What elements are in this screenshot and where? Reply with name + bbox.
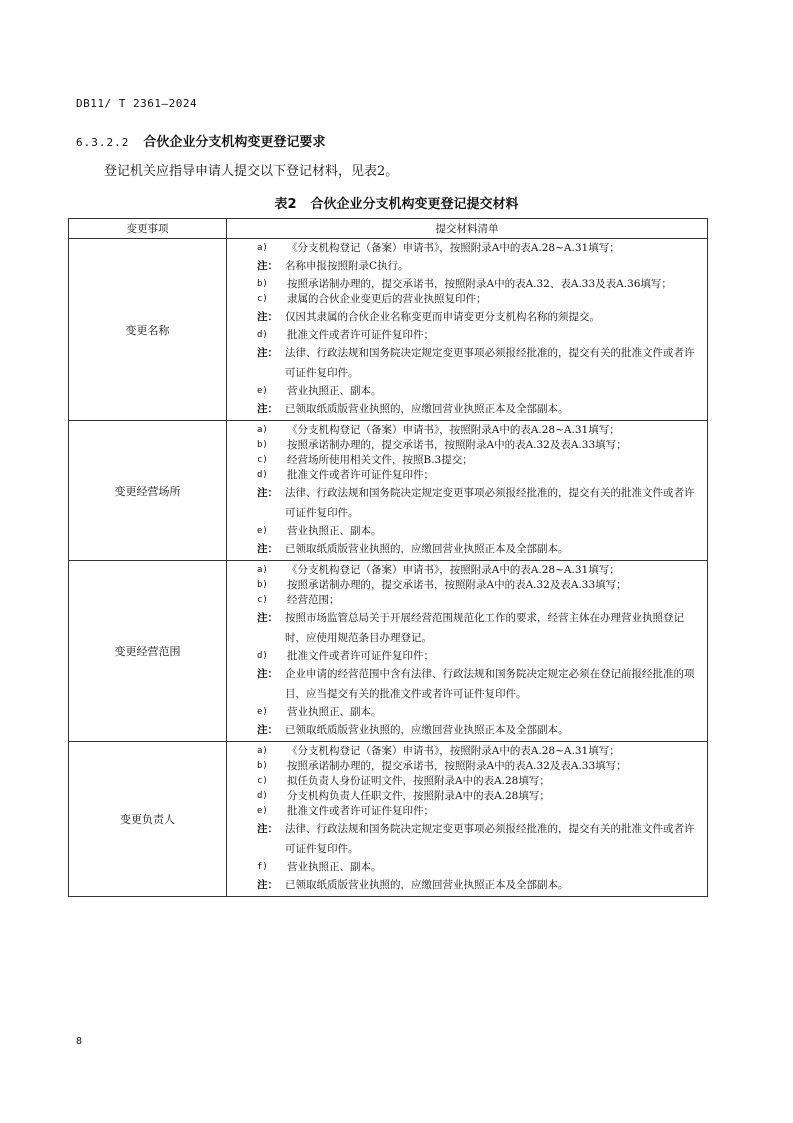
item-marker: d) bbox=[257, 651, 268, 661]
note-item bbox=[257, 483, 703, 523]
item-marker: b) bbox=[257, 580, 268, 590]
note-marker: 注： bbox=[257, 311, 278, 323]
note-marker: 注： bbox=[257, 543, 278, 555]
list-item bbox=[257, 789, 703, 803]
change-category: 变更经营场所 bbox=[69, 421, 227, 561]
note-item bbox=[257, 608, 703, 648]
item-text: 营业执照正、副本。 bbox=[287, 385, 382, 397]
item-text: 批准文件或者许可证件复印件； bbox=[287, 469, 434, 481]
item-marker: e) bbox=[257, 386, 268, 396]
list-item bbox=[257, 774, 703, 788]
item-marker: c) bbox=[257, 595, 268, 605]
note-text: 按照市场监管总局关于开展经营范围规范化工作的要求，经营主体在办理营业执照登记时，应使用规范条目办理登记。 bbox=[285, 612, 684, 644]
item-text: 按照承诺制办理的，提交承诺书，按照附录A中的表A.32及表A.33填写； bbox=[287, 760, 627, 772]
note-text: 已领取纸质版营业执照的，应缴回营业执照正本及全部副本。 bbox=[285, 403, 569, 415]
note-item bbox=[257, 875, 703, 895]
item-marker: a) bbox=[257, 565, 268, 575]
note-marker: 注： bbox=[257, 612, 278, 624]
note-text: 法律、行政法规和国务院决定规定变更事项必须报经批准的，提交有关的批准文件或者许可证件复印件。 bbox=[285, 347, 695, 379]
item-marker: c) bbox=[257, 455, 268, 465]
note-marker: 注： bbox=[257, 879, 278, 891]
note-text: 已领取纸质版营业执照的，应缴回营业执照正本及全部副本。 bbox=[285, 543, 569, 555]
list-item bbox=[257, 705, 703, 719]
materials-cell bbox=[227, 561, 708, 742]
item-text: 经营范围； bbox=[287, 594, 340, 606]
document-code: DB11/ T 2361—2024 bbox=[76, 97, 198, 110]
list-item bbox=[257, 744, 703, 758]
note-item bbox=[257, 664, 703, 704]
table-title: 合伙企业分支机构变更登记提交材料 bbox=[310, 197, 519, 212]
list-item bbox=[257, 860, 703, 874]
item-text: 隶属的合伙企业变更后的营业执照复印件； bbox=[287, 293, 487, 305]
item-marker: d) bbox=[257, 791, 268, 801]
item-marker: e) bbox=[257, 707, 268, 717]
item-text: 批准文件或者许可证件复印件； bbox=[287, 329, 434, 341]
list-item bbox=[257, 524, 703, 538]
table-row bbox=[69, 742, 708, 897]
item-text: 营业执照正、副本。 bbox=[287, 861, 382, 873]
item-marker: c) bbox=[257, 776, 268, 786]
list-item bbox=[257, 759, 703, 773]
note-text: 已领取纸质版营业执照的，应缴回营业执照正本及全部副本。 bbox=[285, 724, 569, 736]
item-text: 《分支机构登记（备案）申请书》，按照附录A中的表A.28~A.31填写； bbox=[287, 242, 620, 254]
change-category: 变更负责人 bbox=[69, 742, 227, 897]
note-marker: 注： bbox=[257, 724, 278, 736]
change-category: 变更经营范围 bbox=[69, 561, 227, 742]
note-text: 企业申请的经营范围中含有法律、行政法规和国务院决定规定必须在登记前报经批准的项目，应当提交有关的批准文件或者许可证件复印件。 bbox=[285, 668, 695, 700]
list-item bbox=[257, 292, 703, 306]
note-item bbox=[257, 256, 703, 276]
note-text: 仅因其隶属的合伙企业名称变更而申请变更分支机构名称的须提交。 bbox=[285, 311, 600, 323]
item-text: 按照承诺制办理的，提交承诺书，按照附录A中的表A.32及表A.33填写； bbox=[287, 579, 627, 591]
item-marker: a) bbox=[257, 746, 268, 756]
table-label: 表2 bbox=[274, 197, 297, 212]
note-marker: 注： bbox=[257, 260, 278, 272]
item-marker: d) bbox=[257, 330, 268, 340]
note-text: 名称申报按照附录C执行。 bbox=[285, 260, 409, 272]
item-text: 经营场所使用相关文件，按照B.3提交； bbox=[287, 454, 473, 466]
note-item bbox=[257, 399, 703, 419]
note-item bbox=[257, 307, 703, 327]
materials-cell bbox=[227, 742, 708, 897]
materials-cell bbox=[227, 421, 708, 561]
item-text: 《分支机构登记（备案）申请书》，按照附录A中的表A.28~A.31填写； bbox=[287, 745, 620, 757]
item-text: 按照承诺制办理的，提交承诺书，按照附录A中的表A.32及表A.33填写； bbox=[287, 439, 627, 451]
list-item bbox=[257, 563, 703, 577]
materials-list bbox=[227, 561, 707, 741]
note-marker: 注： bbox=[257, 823, 278, 835]
list-item bbox=[257, 804, 703, 818]
table-row bbox=[69, 561, 708, 742]
materials-table bbox=[68, 218, 708, 897]
note-text: 已领取纸质版营业执照的，应缴回营业执照正本及全部副本。 bbox=[285, 879, 569, 891]
table-caption bbox=[0, 193, 793, 212]
list-item bbox=[257, 468, 703, 482]
item-text: 分支机构负责人任职文件，按照附录A中的表A.28填写； bbox=[287, 790, 550, 802]
note-text: 法律、行政法规和国务院决定规定变更事项必须报经批准的，提交有关的批准文件或者许可证件复印件。 bbox=[285, 487, 695, 519]
note-marker: 注： bbox=[257, 668, 278, 680]
list-item bbox=[257, 578, 703, 592]
note-item bbox=[257, 819, 703, 859]
table-row bbox=[69, 239, 708, 421]
item-text: 营业执照正、副本。 bbox=[287, 525, 382, 537]
materials-cell bbox=[227, 239, 708, 421]
item-text: 批准文件或者许可证件复印件； bbox=[287, 650, 434, 662]
header-change-item: 变更事项 bbox=[69, 219, 227, 239]
section-number: 6.3.2.2 bbox=[76, 136, 130, 149]
note-text: 法律、行政法规和国务院决定规定变更事项必须报经批准的，提交有关的批准文件或者许可证件复印件。 bbox=[285, 823, 695, 855]
section-heading bbox=[76, 131, 325, 150]
item-text: 《分支机构登记（备案）申请书》，按照附录A中的表A.28~A.31填写； bbox=[287, 424, 620, 436]
item-marker: e) bbox=[257, 806, 268, 816]
item-marker: b) bbox=[257, 440, 268, 450]
list-item bbox=[257, 423, 703, 437]
page-number: 8 bbox=[76, 1036, 83, 1047]
list-item bbox=[257, 593, 703, 607]
item-marker: a) bbox=[257, 243, 268, 253]
item-marker: e) bbox=[257, 526, 268, 536]
list-item bbox=[257, 649, 703, 663]
note-marker: 注： bbox=[257, 347, 278, 359]
item-text: 按照承诺制办理的，提交承诺书，按照附录A中的表A.32、表A.33及表A.36填写； bbox=[287, 278, 672, 290]
item-text: 营业执照正、副本。 bbox=[287, 706, 382, 718]
note-marker: 注： bbox=[257, 403, 278, 415]
list-item bbox=[257, 328, 703, 342]
table-row bbox=[69, 421, 708, 561]
table-header-row bbox=[69, 219, 708, 239]
list-item bbox=[257, 241, 703, 255]
list-item bbox=[257, 384, 703, 398]
item-marker: c) bbox=[257, 294, 268, 304]
materials-list bbox=[227, 742, 707, 896]
table-body bbox=[69, 239, 708, 897]
item-text: 批准文件或者许可证件复印件； bbox=[287, 805, 434, 817]
note-item bbox=[257, 539, 703, 559]
note-item bbox=[257, 343, 703, 383]
item-marker: d) bbox=[257, 470, 268, 480]
note-marker: 注： bbox=[257, 487, 278, 499]
list-item bbox=[257, 438, 703, 452]
list-item bbox=[257, 453, 703, 467]
list-item bbox=[257, 277, 703, 291]
intro-paragraph: 登记机关应指导申请人提交以下登记材料，见表2。 bbox=[104, 164, 399, 179]
section-title: 合伙企业分支机构变更登记要求 bbox=[143, 135, 326, 150]
item-text: 拟任负责人身份证明文件，按照附录A中的表A.28填写； bbox=[287, 775, 550, 787]
item-marker: b) bbox=[257, 279, 268, 289]
item-marker: a) bbox=[257, 425, 268, 435]
materials-list bbox=[227, 239, 707, 420]
item-text: 《分支机构登记（备案）申请书》，按照附录A中的表A.28~A.31填写； bbox=[287, 564, 620, 576]
change-category: 变更名称 bbox=[69, 239, 227, 421]
item-marker: f) bbox=[257, 862, 268, 872]
item-marker: b) bbox=[257, 761, 268, 771]
note-item bbox=[257, 720, 703, 740]
materials-list bbox=[227, 421, 707, 560]
header-materials-list: 提交材料清单 bbox=[227, 219, 708, 239]
